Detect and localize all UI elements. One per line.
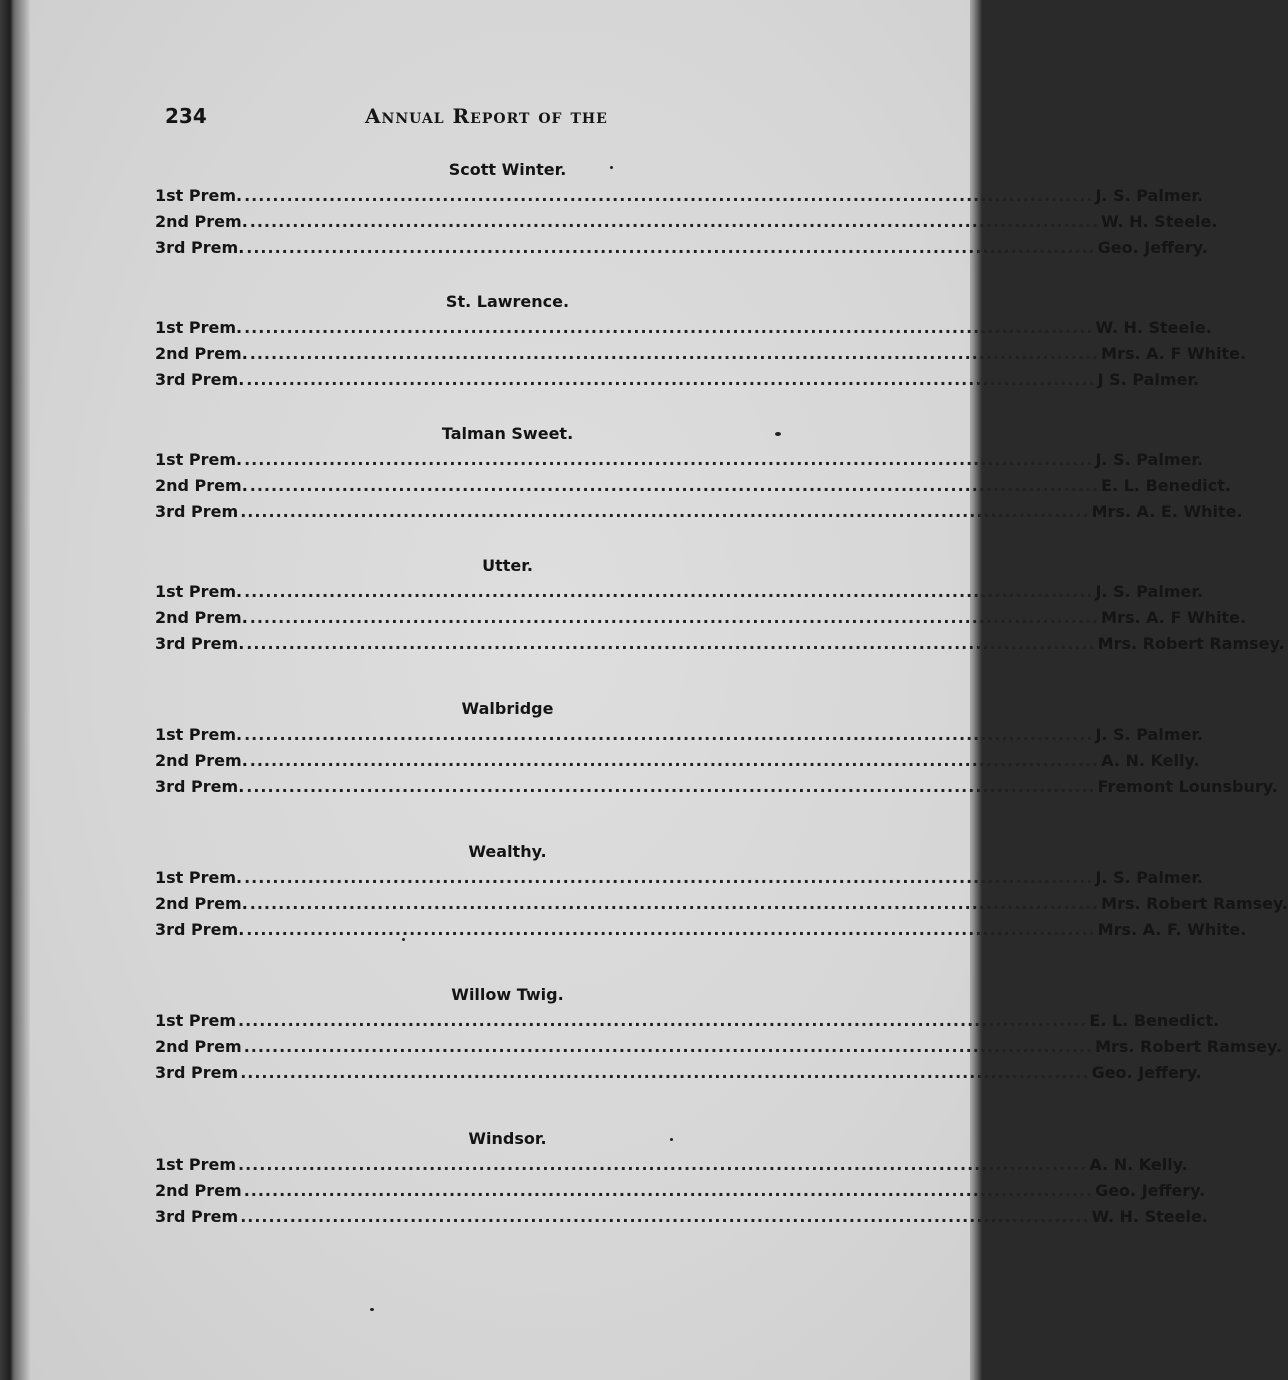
dot-leader: ........................................................................................................................ xyxy=(249,476,1100,495)
dot-leader: ........................................................................................................................ xyxy=(249,608,1100,627)
winner-name: E. L. Benedict. xyxy=(1101,476,1231,495)
entry-row xyxy=(155,722,1204,748)
winner-name: Mrs. A. F White. xyxy=(1101,608,1247,627)
entry-row xyxy=(155,447,1204,473)
winner-name: J S. Palmer. xyxy=(1097,370,1200,389)
winner-name: Mrs. Robert Ramsey. xyxy=(1097,634,1285,653)
winner-name: Fremont Lounsbury. xyxy=(1097,777,1278,796)
dot-leader: ........................................................................................................................ xyxy=(244,868,1094,887)
section-talman-sweet xyxy=(155,421,1243,525)
prize-label: 2nd Prem xyxy=(155,1181,242,1200)
entry-row xyxy=(155,473,1231,499)
winner-name: A. N. Kelly. xyxy=(1089,1155,1188,1174)
prize-label: 1st Prem xyxy=(155,1011,237,1030)
winner-name: W. H. Steele. xyxy=(1101,212,1218,231)
winner-name: Mrs. Robert Ramsey. xyxy=(1095,1037,1282,1056)
section-walbridge xyxy=(155,696,1278,800)
prize-label: 2nd Prem. xyxy=(155,212,248,231)
prize-label: 1st Prem. xyxy=(155,450,243,469)
prize-label: 2nd Prem. xyxy=(155,751,248,770)
winner-name: Mrs. A. E. White. xyxy=(1091,502,1243,521)
section-st-lawrence xyxy=(155,289,1247,393)
dot-leader: ........................................................................................................................ xyxy=(244,450,1094,469)
winner-name: J. S. Palmer. xyxy=(1095,582,1204,601)
winner-name: J. S. Palmer. xyxy=(1095,450,1204,469)
section-utter xyxy=(155,553,1285,657)
dot-leader: ........................................................................................................................ xyxy=(243,1037,1094,1056)
entry-row xyxy=(155,341,1247,367)
dot-leader: ........................................................................................................................ xyxy=(246,634,1096,653)
dot-leader: ........................................................................................................................ xyxy=(238,1155,1088,1174)
winner-name: J. S. Palmer. xyxy=(1095,725,1204,744)
dot-leader: ........................................................................................................................ xyxy=(240,1207,1090,1226)
entry-row xyxy=(155,1008,1220,1034)
section-title: Scott Winter. xyxy=(448,160,567,179)
entry-row xyxy=(155,917,1247,943)
prize-label: 1st Prem. xyxy=(155,725,243,744)
section-title: Utter. xyxy=(482,556,533,575)
section-title: Windsor. xyxy=(468,1129,547,1148)
entry-row xyxy=(155,1060,1202,1086)
winner-name: W. H. Steele. xyxy=(1091,1207,1208,1226)
entry-row xyxy=(155,499,1243,525)
section-title: Wealthy. xyxy=(468,842,547,861)
section-wealthy xyxy=(155,839,1288,943)
dust-speck xyxy=(370,1308,374,1311)
winner-name: W. H. Steele. xyxy=(1095,318,1212,337)
prize-label: 3rd Prem. xyxy=(155,920,245,939)
prize-label: 3rd Prem. xyxy=(155,370,245,389)
dot-leader: ........................................................................................................................ xyxy=(244,582,1094,601)
dot-leader: ........................................................................................................................ xyxy=(246,920,1096,939)
winner-name: Geo. Jeffery. xyxy=(1091,1063,1202,1082)
entry-row xyxy=(155,315,1212,341)
prize-label: 1st Prem. xyxy=(155,582,243,601)
dot-leader: ........................................................................................................................ xyxy=(249,212,1100,231)
section-windsor xyxy=(155,1126,1208,1230)
section-title: Talman Sweet. xyxy=(441,424,574,443)
prize-label: 3rd Prem. xyxy=(155,777,245,796)
winner-name: Mrs. A. F White. xyxy=(1101,344,1247,363)
dot-leader: ........................................................................................................................ xyxy=(240,1063,1090,1082)
prize-label: 2nd Prem. xyxy=(155,894,248,913)
entry-row xyxy=(155,631,1285,657)
entry-row xyxy=(155,865,1204,891)
prize-label: 3rd Prem. xyxy=(155,634,245,653)
dot-leader: ........................................................................................................................ xyxy=(246,370,1096,389)
prize-label: 1st Prem. xyxy=(155,318,243,337)
prize-label: 1st Prem xyxy=(155,1155,237,1174)
page-header xyxy=(165,100,845,134)
entry-row xyxy=(155,1178,1206,1204)
prize-label: 3rd Prem xyxy=(155,1063,239,1082)
prize-label: 1st Prem. xyxy=(155,186,243,205)
winner-name: A. N. Kelly. xyxy=(1101,751,1200,770)
winner-name: J. S. Palmer. xyxy=(1095,186,1204,205)
entry-row xyxy=(155,1152,1188,1178)
dot-leader: ........................................................................................................................ xyxy=(249,894,1100,913)
prize-label: 3rd Prem. xyxy=(155,238,245,257)
entry-row xyxy=(155,367,1200,393)
entry-row xyxy=(155,1034,1282,1060)
entry-row xyxy=(155,891,1288,917)
winner-name: Geo. Jeffery. xyxy=(1097,238,1208,257)
winner-name: E. L. Benedict. xyxy=(1089,1011,1220,1030)
section-scott-winter xyxy=(155,157,1218,261)
dot-leader: ........................................................................................................................ xyxy=(249,751,1100,770)
entry-row xyxy=(155,209,1218,235)
section-title: Willow Twig. xyxy=(451,985,564,1004)
dot-leader: ........................................................................................................................ xyxy=(238,1011,1088,1030)
dot-leader: ........................................................................................................................ xyxy=(244,725,1094,744)
section-title: St. Lawrence. xyxy=(445,292,570,311)
entry-row xyxy=(155,579,1204,605)
page-number: 234 xyxy=(165,104,207,128)
prize-label: 1st Prem. xyxy=(155,868,243,887)
dot-leader: ........................................................................................................................ xyxy=(243,1181,1094,1200)
winner-name: Mrs. Robert Ramsey. xyxy=(1101,894,1288,913)
prize-label: 3rd Prem xyxy=(155,1207,239,1226)
entry-row xyxy=(155,183,1204,209)
entry-row xyxy=(155,1204,1208,1230)
prize-label: 3rd Prem xyxy=(155,502,239,521)
entry-row xyxy=(155,748,1200,774)
dot-leader: ........................................................................................................................ xyxy=(246,238,1096,257)
dot-leader: ........................................................................................................................ xyxy=(244,318,1094,337)
winner-name: Geo. Jeffery. xyxy=(1095,1181,1206,1200)
entry-row xyxy=(155,605,1247,631)
prize-label: 2nd Prem. xyxy=(155,344,248,363)
dot-leader: ........................................................................................................................ xyxy=(244,186,1094,205)
running-title: Annual Report of the xyxy=(365,104,608,128)
prize-label: 2nd Prem. xyxy=(155,608,248,627)
prize-label: 2nd Prem xyxy=(155,1037,242,1056)
entry-row xyxy=(155,235,1208,261)
prize-label: 2nd Prem. xyxy=(155,476,248,495)
section-title: Walbridge xyxy=(461,699,554,718)
dot-leader: ........................................................................................................................ xyxy=(240,502,1090,521)
dot-leader: ........................................................................................................................ xyxy=(249,344,1100,363)
entry-row xyxy=(155,774,1278,800)
dot-leader: ........................................................................................................................ xyxy=(246,777,1096,796)
section-willow-twig xyxy=(155,982,1282,1086)
winner-name: Mrs. A. F. White. xyxy=(1097,920,1247,939)
winner-name: J. S. Palmer. xyxy=(1095,868,1204,887)
